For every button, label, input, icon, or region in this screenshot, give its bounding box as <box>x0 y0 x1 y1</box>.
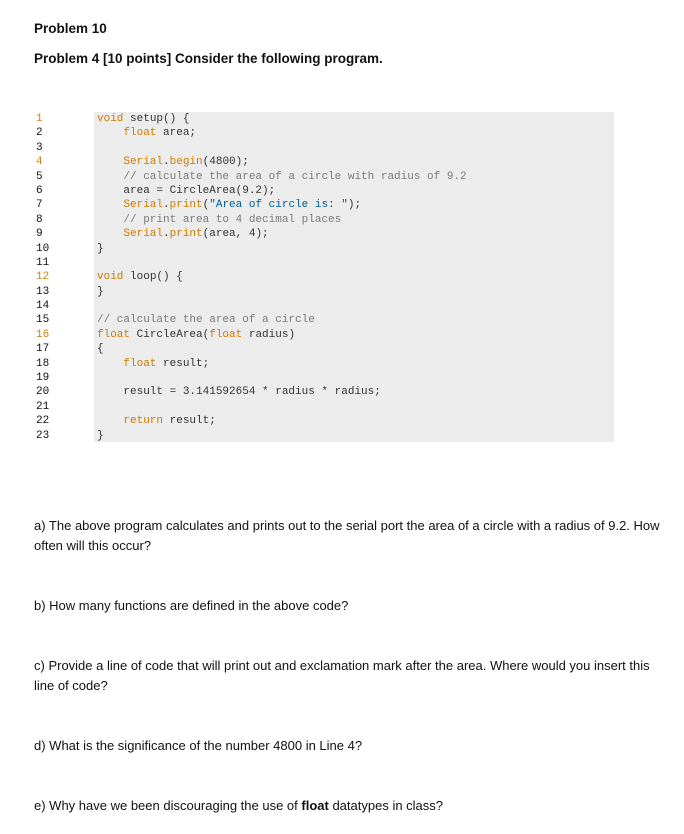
code-line <box>97 385 467 399</box>
code-line <box>97 285 467 299</box>
code-token: float <box>209 328 243 341</box>
code-token: Serial <box>123 156 164 169</box>
code-line <box>97 184 467 198</box>
code-token: result; <box>156 357 210 370</box>
code-line <box>97 270 467 284</box>
code-token: return <box>123 415 164 428</box>
code-token: . <box>163 156 170 169</box>
line-number: 7 <box>36 199 43 212</box>
code-token: result; <box>163 415 216 428</box>
code-token <box>97 171 123 183</box>
line-number: 3 <box>36 141 43 154</box>
code-token: CircleArea( <box>130 328 210 341</box>
code-line-numbers <box>36 112 58 443</box>
line-number: 13 <box>36 285 50 298</box>
question-e <box>34 796 660 816</box>
line-number: 6 <box>36 184 43 197</box>
code-line <box>97 414 467 428</box>
code-token: float <box>123 127 157 140</box>
code-token: ); <box>347 199 362 212</box>
line-number: 23 <box>36 429 50 442</box>
code-token: begin <box>169 156 203 169</box>
question-d: d) What is the significance of the number 4800 in Line 4? <box>34 738 363 753</box>
code-token: area; <box>156 127 197 140</box>
code-token: (4800); <box>202 156 249 169</box>
code-listing <box>97 112 467 443</box>
code-token: // print area to 4 decimal places <box>123 213 342 226</box>
code-line <box>97 242 467 256</box>
code-token: "Area of circle is: " <box>209 199 348 212</box>
code-token: (area, 4); <box>202 228 269 241</box>
code-token <box>97 199 123 211</box>
code-token: . <box>163 199 170 212</box>
code-token: float <box>123 357 157 370</box>
code-token: void <box>97 271 131 284</box>
code-token <box>97 358 123 370</box>
problem-intro: Problem 4 [10 points] Consider the following program. <box>34 51 383 66</box>
line-number: 14 <box>36 300 50 313</box>
code-token: print <box>169 228 203 241</box>
line-number: 16 <box>36 328 50 341</box>
code-token: { <box>97 343 104 356</box>
line-number: 8 <box>36 213 43 226</box>
code-token: . <box>163 228 170 241</box>
code-line <box>97 400 467 414</box>
code-token: } <box>97 242 104 255</box>
code-line <box>97 256 467 270</box>
code-token: ( <box>202 199 210 212</box>
question-b: b) How many functions are defined in the above code? <box>34 598 349 613</box>
line-number: 19 <box>36 372 50 385</box>
code-token <box>97 127 123 139</box>
code-line <box>97 126 467 140</box>
code-token: // calculate the area of a circle with radius of 9.2 <box>123 170 467 183</box>
question-a: a) The above program calculates and prints out to the serial port the area of a circle with a radius of 9.2. How often will this occur? <box>34 518 660 553</box>
question-e-suffix: datatypes in class? <box>328 798 444 813</box>
line-number: 15 <box>36 314 50 327</box>
code-line <box>97 299 467 313</box>
code-token: float <box>97 328 131 341</box>
line-number: 12 <box>36 271 50 284</box>
line-number: 11 <box>36 256 50 269</box>
line-number: 5 <box>36 170 43 183</box>
question-e-prefix: e) Why have we been discouraging the use of <box>34 798 302 813</box>
code-token <box>97 156 123 168</box>
line-number: 18 <box>36 357 50 370</box>
code-line <box>97 328 467 342</box>
line-number: 10 <box>36 242 50 255</box>
code-line <box>97 227 467 241</box>
code-line <box>97 342 467 356</box>
code-token: print <box>169 199 203 212</box>
code-line <box>97 112 467 126</box>
code-line <box>97 429 467 443</box>
code-token: loop() { <box>130 271 183 284</box>
question-e-keyword: float <box>301 798 329 813</box>
line-number: 21 <box>36 400 50 413</box>
code-line <box>97 141 467 155</box>
line-number: 17 <box>36 343 50 356</box>
code-token: radius) <box>242 328 296 341</box>
code-line <box>97 198 467 212</box>
code-token: } <box>97 429 104 442</box>
code-line <box>97 357 467 371</box>
code-token <box>97 214 123 226</box>
code-token: } <box>97 285 104 298</box>
code-line <box>97 155 467 169</box>
code-token <box>97 228 123 240</box>
code-line <box>97 313 467 327</box>
line-number: 1 <box>36 113 43 125</box>
code-line <box>97 371 467 385</box>
question-c: c) Provide a line of code that will print out and exclamation mark after the area. Where would you insert this line of code? <box>34 658 650 693</box>
line-number: 20 <box>36 386 50 399</box>
code-line <box>97 213 467 227</box>
code-token: void <box>97 113 131 125</box>
code-token: Serial <box>123 199 164 212</box>
line-number: 9 <box>36 228 43 241</box>
code-line <box>97 170 467 184</box>
code-token: // calculate the area of a circle <box>97 314 315 327</box>
line-number: 2 <box>36 127 43 140</box>
code-token: setup() { <box>130 113 190 125</box>
line-number: 22 <box>36 415 50 428</box>
code-token <box>97 415 123 427</box>
line-number: 4 <box>36 156 43 169</box>
code-token: result = 3.141592654 * radius * radius; <box>97 386 381 399</box>
code-token: Serial <box>123 228 164 241</box>
code-token: area = CircleArea(9.2); <box>97 184 276 197</box>
problem-title: Problem 10 <box>34 21 107 36</box>
